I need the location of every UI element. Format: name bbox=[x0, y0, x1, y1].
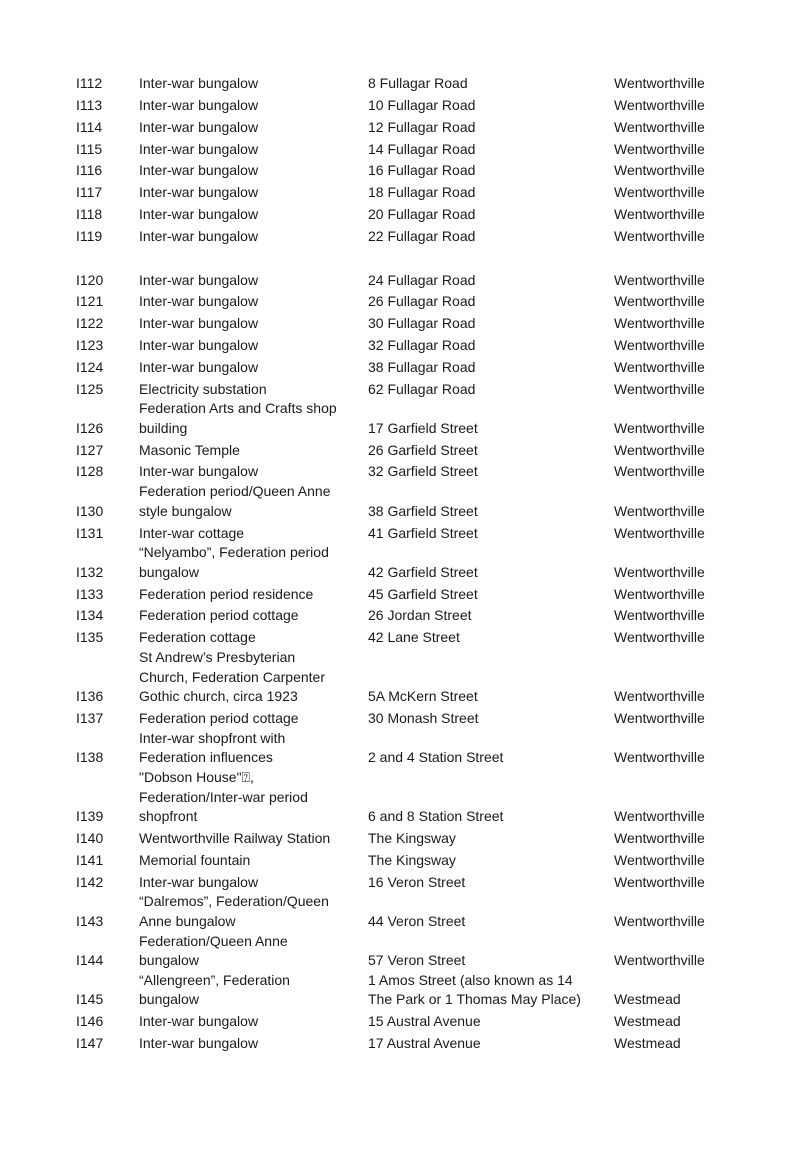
item-id: I114 bbox=[76, 118, 103, 135]
item-description: Inter-war bungalow bbox=[139, 140, 259, 157]
item-description: Inter-war bungalow bbox=[139, 293, 259, 310]
item-description: “Dalremos”, Federation/Queen Anne bungalow bbox=[139, 893, 329, 929]
item-id: I145 bbox=[76, 991, 104, 1008]
item-description: Inter-war bungalow bbox=[139, 1013, 259, 1030]
item-suburb: Wentworthville bbox=[614, 808, 705, 825]
table-row bbox=[0, 203, 796, 225]
item-address: 10 Fullagar Road bbox=[368, 97, 476, 113]
item-id: I119 bbox=[76, 227, 103, 244]
item-description: "Dobson House"⍰, Federation/Inter-war period shopfront bbox=[139, 768, 308, 825]
item-suburb: Wentworthville bbox=[614, 873, 705, 890]
heritage-items-list bbox=[0, 72, 796, 1054]
item-suburb: Wentworthville bbox=[614, 585, 705, 602]
item-suburb: Wentworthville bbox=[614, 851, 705, 868]
item-id: I125 bbox=[76, 380, 104, 397]
item-suburb: Wentworthville bbox=[614, 227, 705, 244]
table-row bbox=[0, 768, 796, 827]
table-row bbox=[0, 72, 796, 94]
item-description: Electricity substation bbox=[139, 380, 267, 397]
item-address: 26 Fullagar Road bbox=[368, 293, 476, 310]
item-suburb: Wentworthville bbox=[614, 271, 705, 288]
table-row bbox=[0, 626, 796, 648]
table-row bbox=[0, 1010, 796, 1032]
table-row bbox=[0, 849, 796, 871]
item-id: I113 bbox=[76, 97, 103, 113]
item-suburb: Wentworthville bbox=[614, 749, 705, 766]
item-description: Federation period cottage bbox=[139, 709, 299, 726]
item-address: 26 Garfield Street bbox=[368, 441, 478, 458]
item-id: I121 bbox=[76, 293, 104, 310]
item-suburb: Wentworthville bbox=[614, 912, 705, 929]
item-id: I133 bbox=[76, 585, 104, 602]
item-description: Federation cottage bbox=[139, 629, 256, 646]
item-description: Inter-war bungalow bbox=[139, 184, 259, 201]
item-description: Federation Arts and Crafts shop building bbox=[139, 400, 337, 436]
item-address: The Kingsway bbox=[368, 851, 456, 868]
item-address: 26 Jordan Street bbox=[368, 607, 472, 624]
item-id: I126 bbox=[76, 419, 104, 436]
table-row bbox=[0, 971, 796, 1010]
item-id: I117 bbox=[76, 184, 103, 201]
item-suburb: Wentworthville bbox=[614, 502, 705, 519]
item-description: Inter-war bungalow bbox=[139, 205, 259, 222]
item-suburb: Wentworthville bbox=[614, 563, 705, 580]
item-suburb: Wentworthville bbox=[614, 293, 705, 310]
table-row bbox=[0, 438, 796, 460]
item-id: I130 bbox=[76, 502, 104, 519]
item-id: I118 bbox=[76, 205, 103, 222]
table-row bbox=[0, 648, 796, 707]
table-row bbox=[0, 729, 796, 768]
item-description: Inter-war shopfront with Federation influences bbox=[139, 729, 286, 766]
table-row bbox=[0, 707, 796, 729]
table-row bbox=[0, 1032, 796, 1054]
item-description: Federation/Queen Anne bungalow bbox=[139, 932, 288, 969]
table-row bbox=[0, 582, 796, 604]
item-address: 45 Garfield Street bbox=[368, 585, 478, 602]
item-suburb: Wentworthville bbox=[614, 118, 705, 135]
item-suburb: Wentworthville bbox=[614, 205, 705, 222]
item-address: 18 Fullagar Road bbox=[368, 184, 476, 201]
item-id: I135 bbox=[76, 629, 104, 646]
item-address: 38 Garfield Street bbox=[368, 502, 478, 519]
item-address: 17 Garfield Street bbox=[368, 419, 478, 436]
item-description: Inter-war bungalow bbox=[139, 358, 259, 375]
item-suburb: Wentworthville bbox=[614, 315, 705, 332]
item-description: “Nelyambo”, Federation period bungalow bbox=[139, 544, 329, 580]
item-suburb: Wentworthville bbox=[614, 607, 705, 624]
row-spacer bbox=[0, 246, 796, 268]
item-description: Inter-war bungalow bbox=[139, 336, 259, 353]
item-id: I143 bbox=[76, 912, 104, 929]
table-row bbox=[0, 604, 796, 626]
item-address: 42 Garfield Street bbox=[368, 563, 478, 580]
table-row bbox=[0, 159, 796, 181]
item-suburb: Wentworthville bbox=[614, 97, 705, 113]
table-row bbox=[0, 892, 796, 931]
item-description: “Allengreen”, Federation bungalow bbox=[139, 971, 290, 1008]
item-suburb: Westmead bbox=[614, 1034, 681, 1051]
item-id: I144 bbox=[76, 952, 104, 969]
item-description: Federation period cottage bbox=[139, 607, 299, 624]
item-address: 42 Lane Street bbox=[368, 629, 460, 646]
table-row bbox=[0, 356, 796, 378]
item-id: I137 bbox=[76, 709, 104, 726]
table-row bbox=[0, 399, 796, 438]
table-row bbox=[0, 94, 796, 116]
item-id: I132 bbox=[76, 563, 104, 580]
item-suburb: Wentworthville bbox=[614, 162, 705, 179]
item-id: I127 bbox=[76, 441, 104, 458]
item-description: Inter-war bungalow bbox=[139, 118, 259, 135]
item-id: I138 bbox=[76, 749, 104, 766]
item-suburb: Wentworthville bbox=[614, 336, 705, 353]
item-address: 57 Veron Street bbox=[368, 952, 466, 969]
item-description: Inter-war bungalow bbox=[139, 271, 259, 288]
table-row bbox=[0, 460, 796, 482]
item-description: Inter-war bungalow bbox=[139, 463, 259, 480]
item-suburb: Wentworthville bbox=[614, 140, 705, 157]
item-id: I128 bbox=[76, 463, 104, 480]
item-address: 30 Monash Street bbox=[368, 709, 479, 726]
item-suburb: Westmead bbox=[614, 1013, 681, 1030]
item-address: 30 Fullagar Road bbox=[368, 315, 476, 332]
item-description: St Andrew’s Presbyterian Church, Federation Carpenter Gothic church, circa 1923 bbox=[139, 648, 325, 705]
item-description: Inter-war bungalow bbox=[139, 227, 259, 244]
item-description: Masonic Temple bbox=[139, 441, 240, 458]
item-suburb: Wentworthville bbox=[614, 629, 705, 646]
item-address: 14 Fullagar Road bbox=[368, 140, 476, 157]
item-address: 32 Fullagar Road bbox=[368, 336, 476, 353]
item-address: 38 Fullagar Road bbox=[368, 358, 476, 375]
item-address: 17 Austral Avenue bbox=[368, 1034, 481, 1051]
table-row bbox=[0, 312, 796, 334]
item-suburb: Wentworthville bbox=[614, 524, 705, 541]
item-suburb: Wentworthville bbox=[614, 358, 705, 375]
item-description: Inter-war bungalow bbox=[139, 75, 259, 92]
item-address: The Kingsway bbox=[368, 829, 456, 846]
item-suburb: Wentworthville bbox=[614, 829, 705, 846]
item-id: I116 bbox=[76, 162, 103, 179]
item-address: 6 and 8 Station Street bbox=[368, 808, 504, 825]
item-address: 32 Garfield Street bbox=[368, 463, 478, 480]
item-description: Inter-war cottage bbox=[139, 524, 245, 541]
table-row bbox=[0, 870, 796, 892]
item-address: 20 Fullagar Road bbox=[368, 205, 476, 222]
item-id: I146 bbox=[76, 1013, 104, 1030]
item-suburb: Westmead bbox=[614, 991, 681, 1008]
item-description: Inter-war bungalow bbox=[139, 873, 259, 890]
item-address: 22 Fullagar Road bbox=[368, 227, 476, 244]
item-address: 62 Fullagar Road bbox=[368, 380, 476, 397]
item-id: I131 bbox=[76, 524, 104, 541]
item-suburb: Wentworthville bbox=[614, 441, 705, 458]
item-id: I147 bbox=[76, 1034, 104, 1051]
item-description: Inter-war bungalow bbox=[139, 97, 259, 113]
item-description: Memorial fountain bbox=[139, 851, 251, 868]
item-description: Inter-war bungalow bbox=[139, 162, 259, 179]
table-row bbox=[0, 931, 796, 970]
table-row bbox=[0, 116, 796, 138]
item-suburb: Wentworthville bbox=[614, 380, 705, 397]
table-row bbox=[0, 827, 796, 849]
item-address: 1 Amos Street (also known as 14 The Park or 1 Thomas May Place) bbox=[368, 971, 581, 1008]
item-id: I120 bbox=[76, 271, 104, 288]
table-row bbox=[0, 482, 796, 521]
item-id: I134 bbox=[76, 607, 104, 624]
item-id: I140 bbox=[76, 829, 104, 846]
item-description: Federation period/Queen Anne style bungalow bbox=[139, 483, 331, 519]
item-address: 5A McKern Street bbox=[368, 688, 478, 705]
item-id: I122 bbox=[76, 315, 104, 332]
table-row bbox=[0, 181, 796, 203]
item-address: 8 Fullagar Road bbox=[368, 75, 468, 92]
item-suburb: Wentworthville bbox=[614, 463, 705, 480]
item-description: Inter-war bungalow bbox=[139, 1034, 259, 1051]
item-description: Wentworthville Railway Station bbox=[139, 829, 331, 846]
item-address: 16 Fullagar Road bbox=[368, 162, 476, 179]
item-description: Federation period residence bbox=[139, 585, 314, 602]
item-description: Inter-war bungalow bbox=[139, 315, 259, 332]
item-address: 15 Austral Avenue bbox=[368, 1013, 481, 1030]
item-suburb: Wentworthville bbox=[614, 75, 705, 92]
item-suburb: Wentworthville bbox=[614, 709, 705, 726]
table-row bbox=[0, 268, 796, 290]
item-suburb: Wentworthville bbox=[614, 419, 705, 436]
table-row bbox=[0, 225, 796, 247]
table-row bbox=[0, 521, 796, 543]
item-address: 41 Garfield Street bbox=[368, 524, 478, 541]
item-address: 44 Veron Street bbox=[368, 912, 466, 929]
item-id: I141 bbox=[76, 851, 104, 868]
table-row bbox=[0, 377, 796, 399]
item-id: I123 bbox=[76, 336, 104, 353]
item-id: I139 bbox=[76, 808, 104, 825]
table-row bbox=[0, 543, 796, 582]
item-id: I124 bbox=[76, 358, 104, 375]
item-suburb: Wentworthville bbox=[614, 184, 705, 201]
item-address: 12 Fullagar Road bbox=[368, 118, 476, 135]
item-suburb: Wentworthville bbox=[614, 688, 705, 705]
table-row bbox=[0, 137, 796, 159]
item-id: I136 bbox=[76, 688, 104, 705]
item-id: I115 bbox=[76, 140, 103, 157]
item-id: I142 bbox=[76, 873, 104, 890]
item-address: 24 Fullagar Road bbox=[368, 271, 476, 288]
item-suburb: Wentworthville bbox=[614, 952, 705, 969]
table-row bbox=[0, 290, 796, 312]
item-address: 16 Veron Street bbox=[368, 873, 466, 890]
item-id: I112 bbox=[76, 75, 103, 92]
item-address: 2 and 4 Station Street bbox=[368, 749, 504, 766]
table-row bbox=[0, 334, 796, 356]
